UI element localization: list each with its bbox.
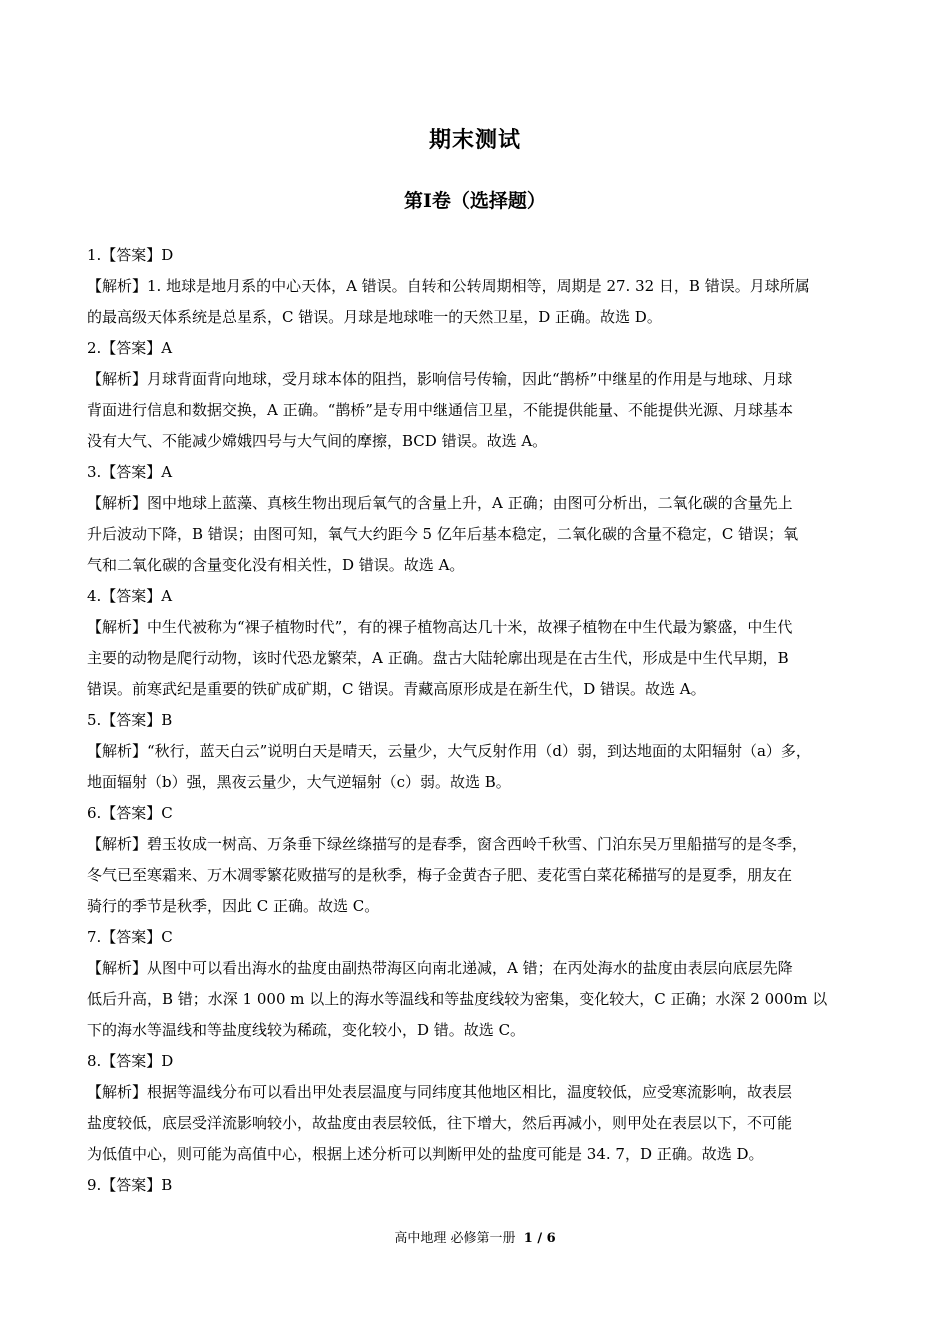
answer-label: 8.【答案】D xyxy=(87,1052,174,1070)
explanation-line: 低后升高，B 错；水深 1 000 m 以上的海水等温线和等盐度线较为密集，变化较大，C 正确；水深 2 000m 以 xyxy=(87,990,828,1008)
footer-page-separator: / xyxy=(532,1231,547,1246)
explanation-line: 【解析】“秋行，蓝天白云”说明白天是晴天，云量少，大气反射作用（d）弱，到达地面的太阳辐射（a）多， xyxy=(87,742,811,760)
footer-page-number: 1 xyxy=(523,1231,533,1246)
explanation-line: 的最高级天体系统是总星系，C 错误。月球是地球唯一的天然卫星，D 正确。故选 D。 xyxy=(87,308,662,326)
explanation-line: 升后波动下降，B 错误；由图可知，氧气大约距今 5 亿年后基本稳定，二氧化碳的含量不稳定，C 错误；氧 xyxy=(87,525,799,543)
answer-label: 6.【答案】C xyxy=(87,804,173,822)
footer-book-name: 高中地理 必修第一册 xyxy=(394,1231,516,1246)
explanation-line: 冬气已至寒霜来、万木凋零繁花败描写的是秋季，梅子金黄杏子肥、麦花雪白菜花稀描写的是夏季，朋友在 xyxy=(87,866,793,884)
explanation-line: 下的海水等温线和等盐度线较为稀疏，变化较小，D 错。故选 C。 xyxy=(87,1021,526,1039)
explanation-line: 【解析】1. 地球是地月系的中心天体，A 错误。自转和公转周期相等，周期是 27. 32 日，B 错误。月球所属 xyxy=(87,277,810,295)
explanation-line: 骑行的季节是秋季，因此 C 正确。故选 C。 xyxy=(87,897,380,915)
explanation-line: 【解析】碧玉妆成一树高、万条垂下绿丝绦描写的是春季，窗含西岭千秋雪、门泊东吴万里船描写的是冬季， xyxy=(87,835,808,853)
explanation-line: 盐度较低，底层受洋流影响较小，故盐度由表层较低，往下增大，然后再减小，则甲处在表层以下，不可能 xyxy=(87,1114,793,1132)
explanation-line: 【解析】从图中可以看出海水的盐度由副热带海区向南北递减，A 错；在丙处海水的盐度由表层向底层先降 xyxy=(87,959,793,977)
explanation-line: 为低值中心，则可能为高值中心，根据上述分析可以判断甲处的盐度可能是 34. 7，D 正确。故选 D。 xyxy=(87,1145,764,1163)
page-footer xyxy=(0,1227,950,1246)
explanation-line: 错误。前寒武纪是重要的铁矿成矿期，C 错误。青藏高原形成是在新生代，D 错误。故选 A。 xyxy=(87,680,706,698)
explanation-line: 主要的动物是爬行动物，该时代恐龙繁荣，A 正确。盘古大陆轮廓出现是在古生代，形成是中生代早期，B xyxy=(87,649,789,667)
footer-page-total: 6 xyxy=(546,1231,556,1246)
answer-label: 3.【答案】A xyxy=(87,463,173,481)
answer-label: 9.【答案】B xyxy=(87,1176,173,1194)
answer-list xyxy=(87,240,865,1201)
explanation-line: 地面辐射（b）强，黑夜云量少，大气逆辐射（c）弱。故选 B。 xyxy=(87,773,511,791)
answer-label: 4.【答案】A xyxy=(87,587,173,605)
answer-label: 1.【答案】D xyxy=(87,246,174,264)
explanation-line: 背面进行信息和数据交换，A 正确。“鹊桥”是专用中继通信卫星，不能提供能量、不能提供光源、月球基本 xyxy=(87,401,793,419)
page-title: 期末测试 xyxy=(428,127,521,153)
explanation-line: 【解析】图中地球上蓝藻、真核生物出现后氧气的含量上升，A 正确；由图可分析出，二氧化碳的含量先上 xyxy=(87,494,793,512)
explanation-line: 【解析】根据等温线分布可以看出甲处表层温度与同纬度其他地区相比，温度较低，应受寒流影响，故表层 xyxy=(87,1083,793,1101)
answer-label: 2.【答案】A xyxy=(87,339,173,357)
explanation-line: 【解析】中生代被称为“裸子植物时代”，有的裸子植物高达几十米，故裸子植物在中生代最为繁盛，中生代 xyxy=(87,618,793,636)
explanation-line: 没有大气、不能减少嫦娥四号与大气间的摩擦，BCD 错误。故选 A。 xyxy=(87,432,548,450)
section-title: 第Ⅰ卷（选择题） xyxy=(404,190,546,212)
answer-label: 7.【答案】C xyxy=(87,928,173,946)
explanation-line: 【解析】月球背面背向地球，受月球本体的阻挡，影响信号传输，因此“鹊桥”中继星的作用是与地球、月球 xyxy=(87,370,793,388)
explanation-line: 气和二氧化碳的含量变化没有相关性，D 错误。故选 A。 xyxy=(87,556,465,574)
answer-label: 5.【答案】B xyxy=(87,711,173,729)
